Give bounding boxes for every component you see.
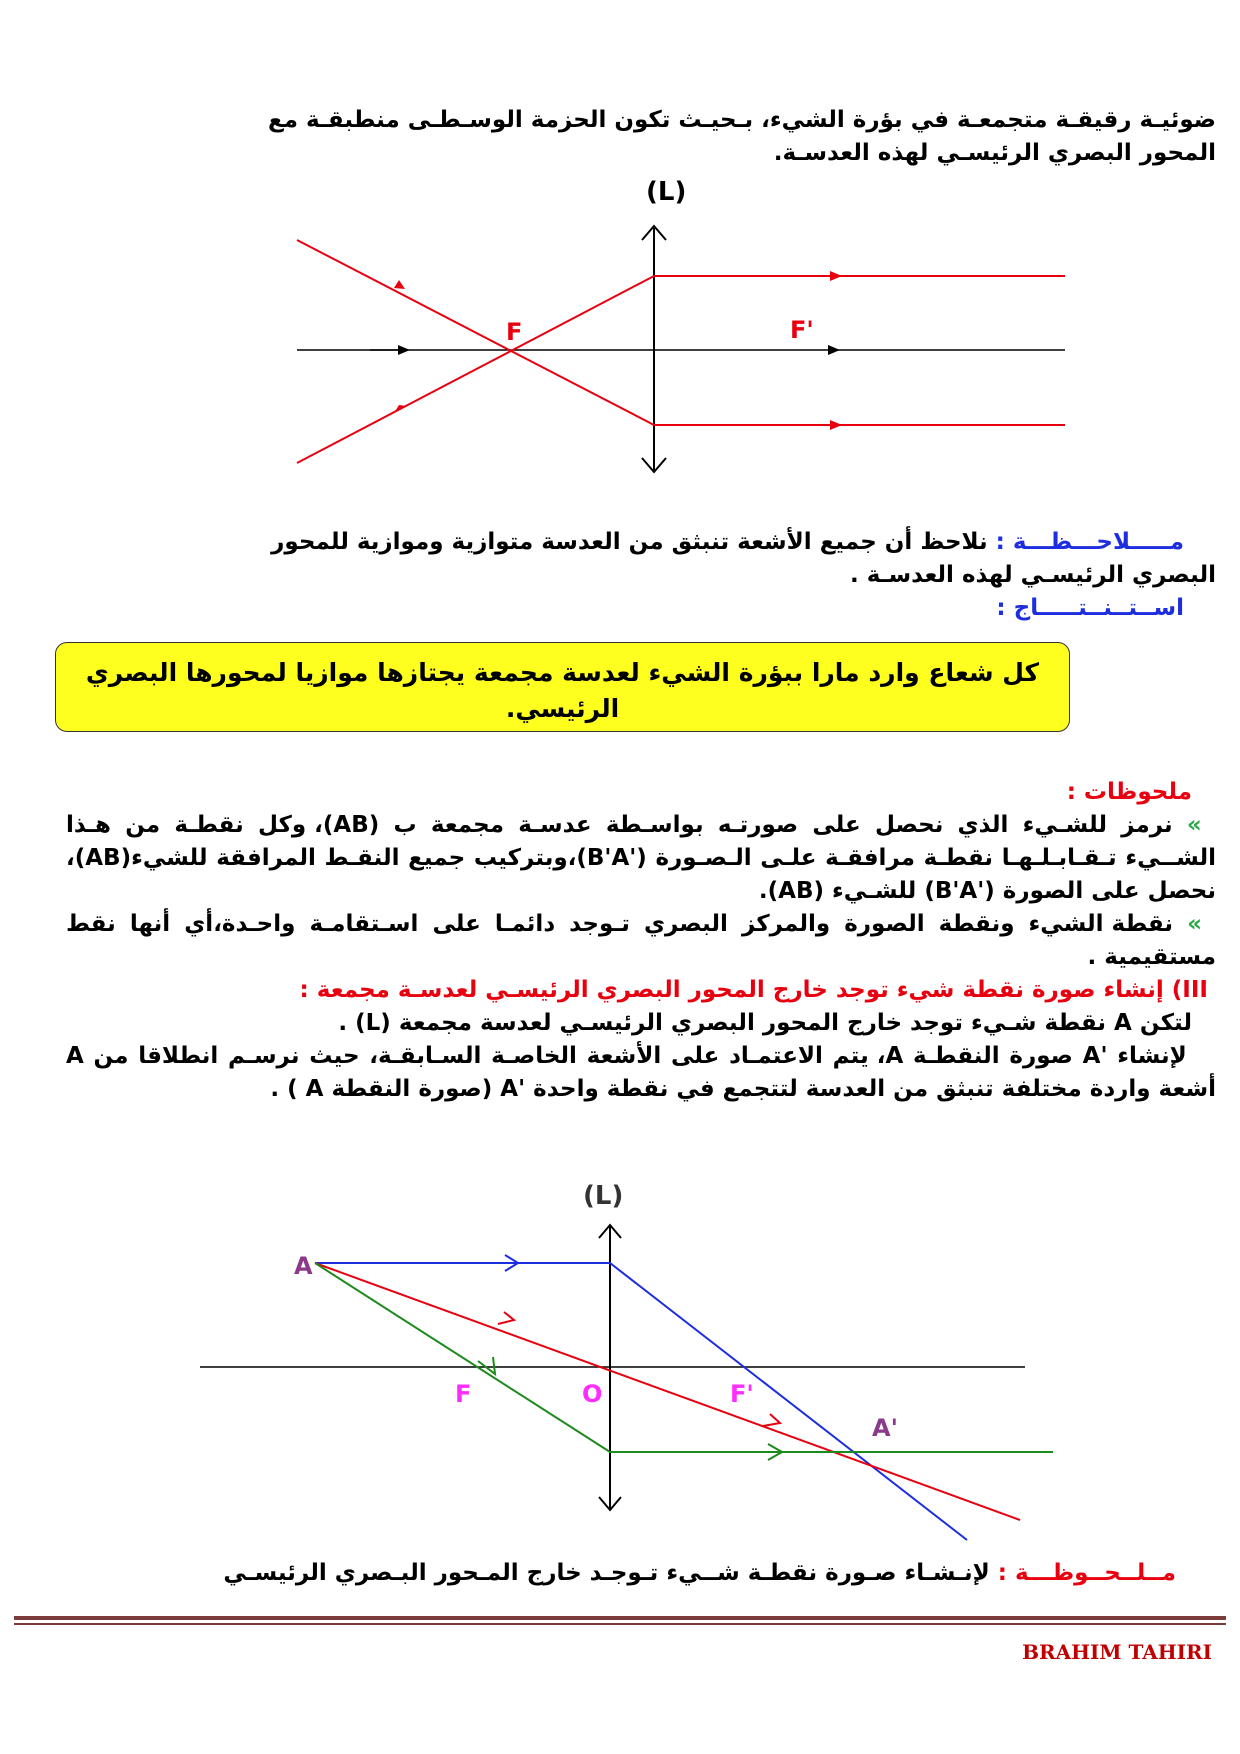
- figure1-ray-arrow-1: [394, 280, 405, 289]
- last-note-text: لإنـشـاء صـورة نقطـة شــيء تـوجـد خارج المـحور البـصري الرئيسـي: [223, 1560, 990, 1586]
- figure2-green-ray-arrow-1: [478, 1357, 495, 1374]
- bullet-icon: »: [1187, 911, 1202, 937]
- section3-paragraph-2: لإنشاء 'A صورة النقطـة A، يتم الاعتمـاد على الأشعة الخاصـة السـابقـة، حيث نرسـم انطلاقا من A أشعة واردة مختلفة تنبثق من العدسة لتتجمع في نقطة واحدة 'A (صورة النقطة A ) .: [66, 1043, 1216, 1102]
- figure2-image-point-label: A': [872, 1414, 898, 1442]
- section3-paragraph-1: لتكن A نقطة شـيء توجد خارج المحور البصري الرئيسـي لعدسة مجمعة (L) .: [338, 1010, 1192, 1036]
- figure1-ray-arrow-2: [394, 405, 407, 413]
- observation-text: نلاحظ أن جميع الأشعة تنبثق من العدسة متوازية وموازية للمحور: [271, 529, 988, 555]
- figure2-focus-image-label: F': [730, 1380, 754, 1408]
- figure1-lens-label: (L): [646, 178, 687, 207]
- figure1-focus-object-label: F: [506, 318, 523, 346]
- figure1-axis-arrow-right: [828, 345, 840, 355]
- footer-author: BRAHIM TAHIRI: [1022, 1640, 1212, 1664]
- notes-item-1: نرمز للشـيء الذي نحصل على صورتـه بواسـطة عدسـة مجمعة ب (AB)، وكل نقطـة من هـذا الشــيء تـقـابـلـهـا نقطـة مرافقـة علـى الـصـورة ('B'A)،وبتركيب جميع النقـط المرافقة للشيء(AB)، نحصل على الصورة ('B'A) للشـيء (AB).: [66, 812, 1216, 904]
- intro-paragraph: [66, 104, 1216, 170]
- figure1-ray-lower-incident: [297, 276, 654, 463]
- deduction-label: اســتــنــتـــــاج :: [996, 595, 1184, 621]
- figure1-ray-arrow-3: [830, 271, 842, 281]
- notes-title: ملحوظات :: [1066, 779, 1192, 805]
- figure2-green-ray: [315, 1263, 1053, 1452]
- observation-label: مـــــلاحـــظـــة :: [995, 529, 1184, 555]
- figure1-ray-arrow-4: [830, 420, 842, 430]
- figure2-focus-object-label: F: [455, 1380, 472, 1408]
- notes-item-2: نقطة الشيء ونقطة الصورة والمركز البصري تـوجد دائمـا على اسـتقامـة واحـدة،أي أنها نقط مستقيمية .: [66, 911, 1216, 970]
- figure-focus-rays-diagram: [290, 178, 1080, 478]
- figure-image-construction-diagram: [160, 1170, 1070, 1550]
- figure1-ray-upper-incident: [297, 240, 654, 425]
- figure2-point-a-label: A: [294, 1252, 313, 1280]
- last-note-label: مــلــحــوظـــة :: [997, 1560, 1176, 1586]
- footer-divider-thin: [14, 1623, 1226, 1625]
- section3-title: III) إنشاء صورة نقطة شيء توجد خارج المحور البصري الرئيسـي لعدسـة مجمعة :: [299, 977, 1208, 1003]
- notes-paragraph: [66, 776, 1216, 1106]
- bullet-icon: »: [1186, 812, 1202, 838]
- footer-divider: [14, 1616, 1226, 1620]
- figure2-red-ray: [315, 1263, 1020, 1520]
- intro-line-2: المحور البصري الرئيسـي لهذه العدسـة.: [773, 140, 1216, 166]
- intro-line-1: ضوئيـة رقيقـة متجمعـة في بؤرة الشيء، بـحيـث تكون الحزمة الوسـطـى منطبقـة مع: [268, 107, 1216, 133]
- figure2-blue-ray: [315, 1263, 967, 1540]
- last-note-paragraph: [66, 1557, 1216, 1590]
- figure2-center-label: O: [582, 1380, 603, 1408]
- figure1-focus-image-label: F': [790, 316, 814, 344]
- figure2-red-ray-arrow-2: [763, 1414, 780, 1426]
- observation-paragraph: [66, 526, 1216, 625]
- figure2-lens-label: (L): [583, 1181, 624, 1211]
- figure2-red-ray-arrow-1: [498, 1312, 514, 1324]
- observation-line-2: البصري الرئيسـي لهذه العدسـة .: [849, 562, 1216, 588]
- conclusion-text: كل شعاع وارد مارا ببؤرة الشيء لعدسة مجمعة يجتازها موازيا لمحورها البصري الرئيسي.: [85, 658, 1040, 723]
- conclusion-box: [55, 642, 1070, 732]
